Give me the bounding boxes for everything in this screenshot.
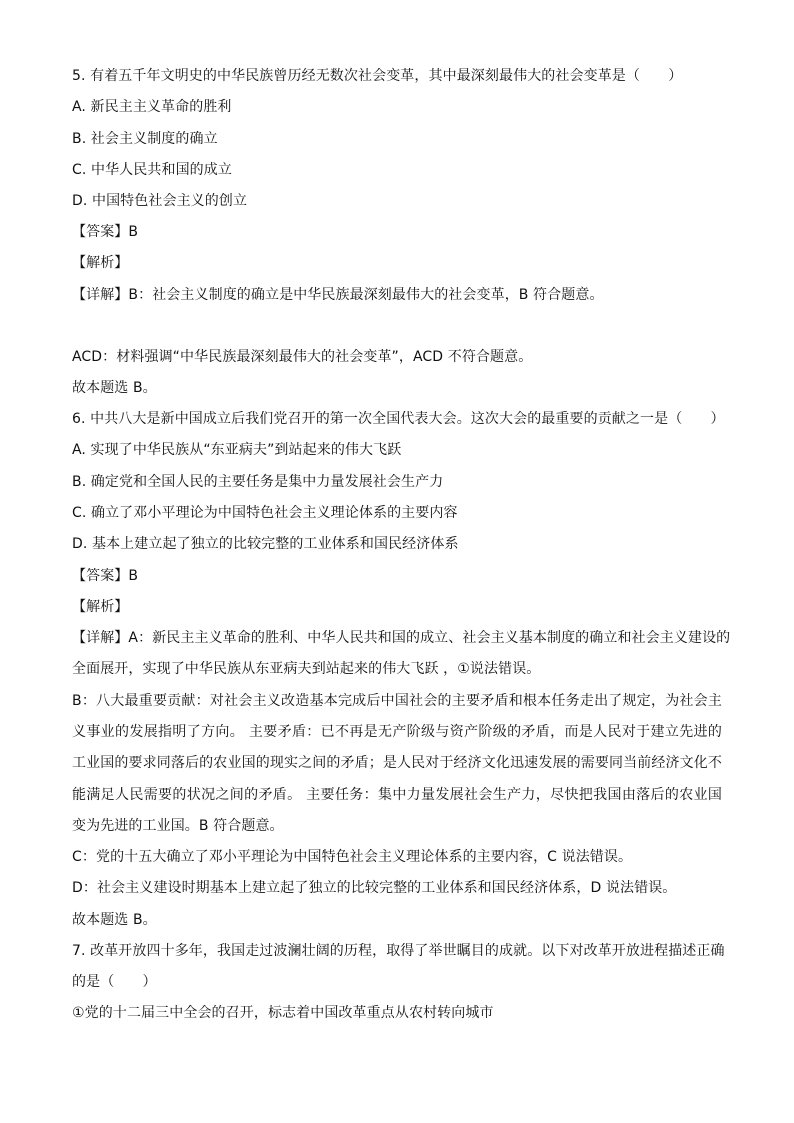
question-6-answer: 【答案】B: [72, 568, 139, 584]
question-6-detail-line: 【详解】A：新民主主义革命的胜利、中华人民共和国的成立、社会主义基本制度的确立和社会主义建设的: [72, 630, 731, 646]
question-6-detail-line: D：社会主义建设时期基本上建立起了独立的比较完整的工业体系和国民经济体系，D 说法错误。: [72, 880, 677, 896]
question-5-stem: 5. 有着五千年文明史的中华民族曾历经无数次社会变革，其中最深刻最伟大的社会变革是（ ）: [72, 68, 683, 84]
question-7-stem: 7. 改革开放四十多年，我国走过波澜壮阔的历程，取得了举世瞩目的成就。以下对改革开放进程描述正确: [72, 943, 725, 959]
question-6-option-c: C. 确立了邓小平理论为中国特色社会主义理论体系的主要内容: [72, 505, 458, 521]
question-6-option-b: B. 确定党和全国人民的主要任务是集中力量发展社会生产力: [72, 474, 444, 490]
question-6-detail-line: 工业国的要求同落后的农业国的现实之间的矛盾；是人民对于经济文化迅速发展的需要同当前经济文化不: [72, 755, 722, 771]
question-6-detail-line: 变为先进的工业国。B 符合题意。: [72, 818, 284, 834]
question-5-option-a: A. 新民主主义革命的胜利: [72, 99, 232, 115]
question-6-conclusion: 故本题选 B。: [72, 912, 157, 928]
question-6-option-d: D. 基本上建立起了独立的比较完整的工业体系和国民经济体系: [72, 536, 459, 552]
question-7-stem: 的是（ ）: [72, 974, 157, 990]
question-6-stem: 6. 中共八大是新中国成立后我们党召开的第一次全国代表大会。这次大会的最重要的贡献之一是（ ）: [72, 411, 725, 427]
question-6-detail-line: B：八大最重要贡献：对社会主义改造基本完成后中国社会的主要矛盾和根本任务走出了规定，为社会主: [72, 693, 722, 709]
question-5-option-c: C. 中华人民共和国的成立: [72, 162, 232, 178]
question-7-item-1: ①党的十二届三中全会的召开，标志着中国改革重点从农村转向城市: [72, 1005, 494, 1021]
question-6-detail-line: 义事业的发展指明了方向。 主要矛盾：已不再是无产阶级与资产阶级的矛盾，而是人民对于建立先进的: [72, 724, 722, 740]
question-6-option-a: A. 实现了中华民族从“东亚病夫”到站起来的伟大飞跃: [72, 442, 402, 458]
question-6-analysis-label: 【解析】: [72, 599, 129, 615]
question-5-answer: 【答案】B: [72, 224, 139, 240]
question-6-detail-line: 全面展开，实现了中华民族从东亚病夫到站起来的伟大飞跃 ，①说法错误。: [72, 661, 541, 677]
question-5-option-d: D. 中国特色社会主义的创立: [72, 193, 248, 209]
question-6-detail-line: 能满足人民需要的状况之间的矛盾。 主要任务：集中力量发展社会生产力，尽快把我国由落后的农业国: [72, 787, 722, 803]
question-6-detail-line: C：党的十五大确立了邓小平理论为中国特色社会主义理论体系的主要内容，C 说法错误。: [72, 849, 633, 865]
question-5-detail-line: 【详解】B：社会主义制度的确立是中华民族最深刻最伟大的社会变革，B 符合题意。: [72, 287, 604, 303]
question-5-option-b: B. 社会主义制度的确立: [72, 131, 218, 147]
question-5-analysis-label: 【解析】: [72, 255, 129, 271]
question-5-conclusion: 故本题选 B。: [72, 380, 157, 396]
question-5-detail-line: ACD：材料强调“中华民族最深刻最伟大的社会变革”，ACD 不符合题意。: [72, 349, 533, 365]
